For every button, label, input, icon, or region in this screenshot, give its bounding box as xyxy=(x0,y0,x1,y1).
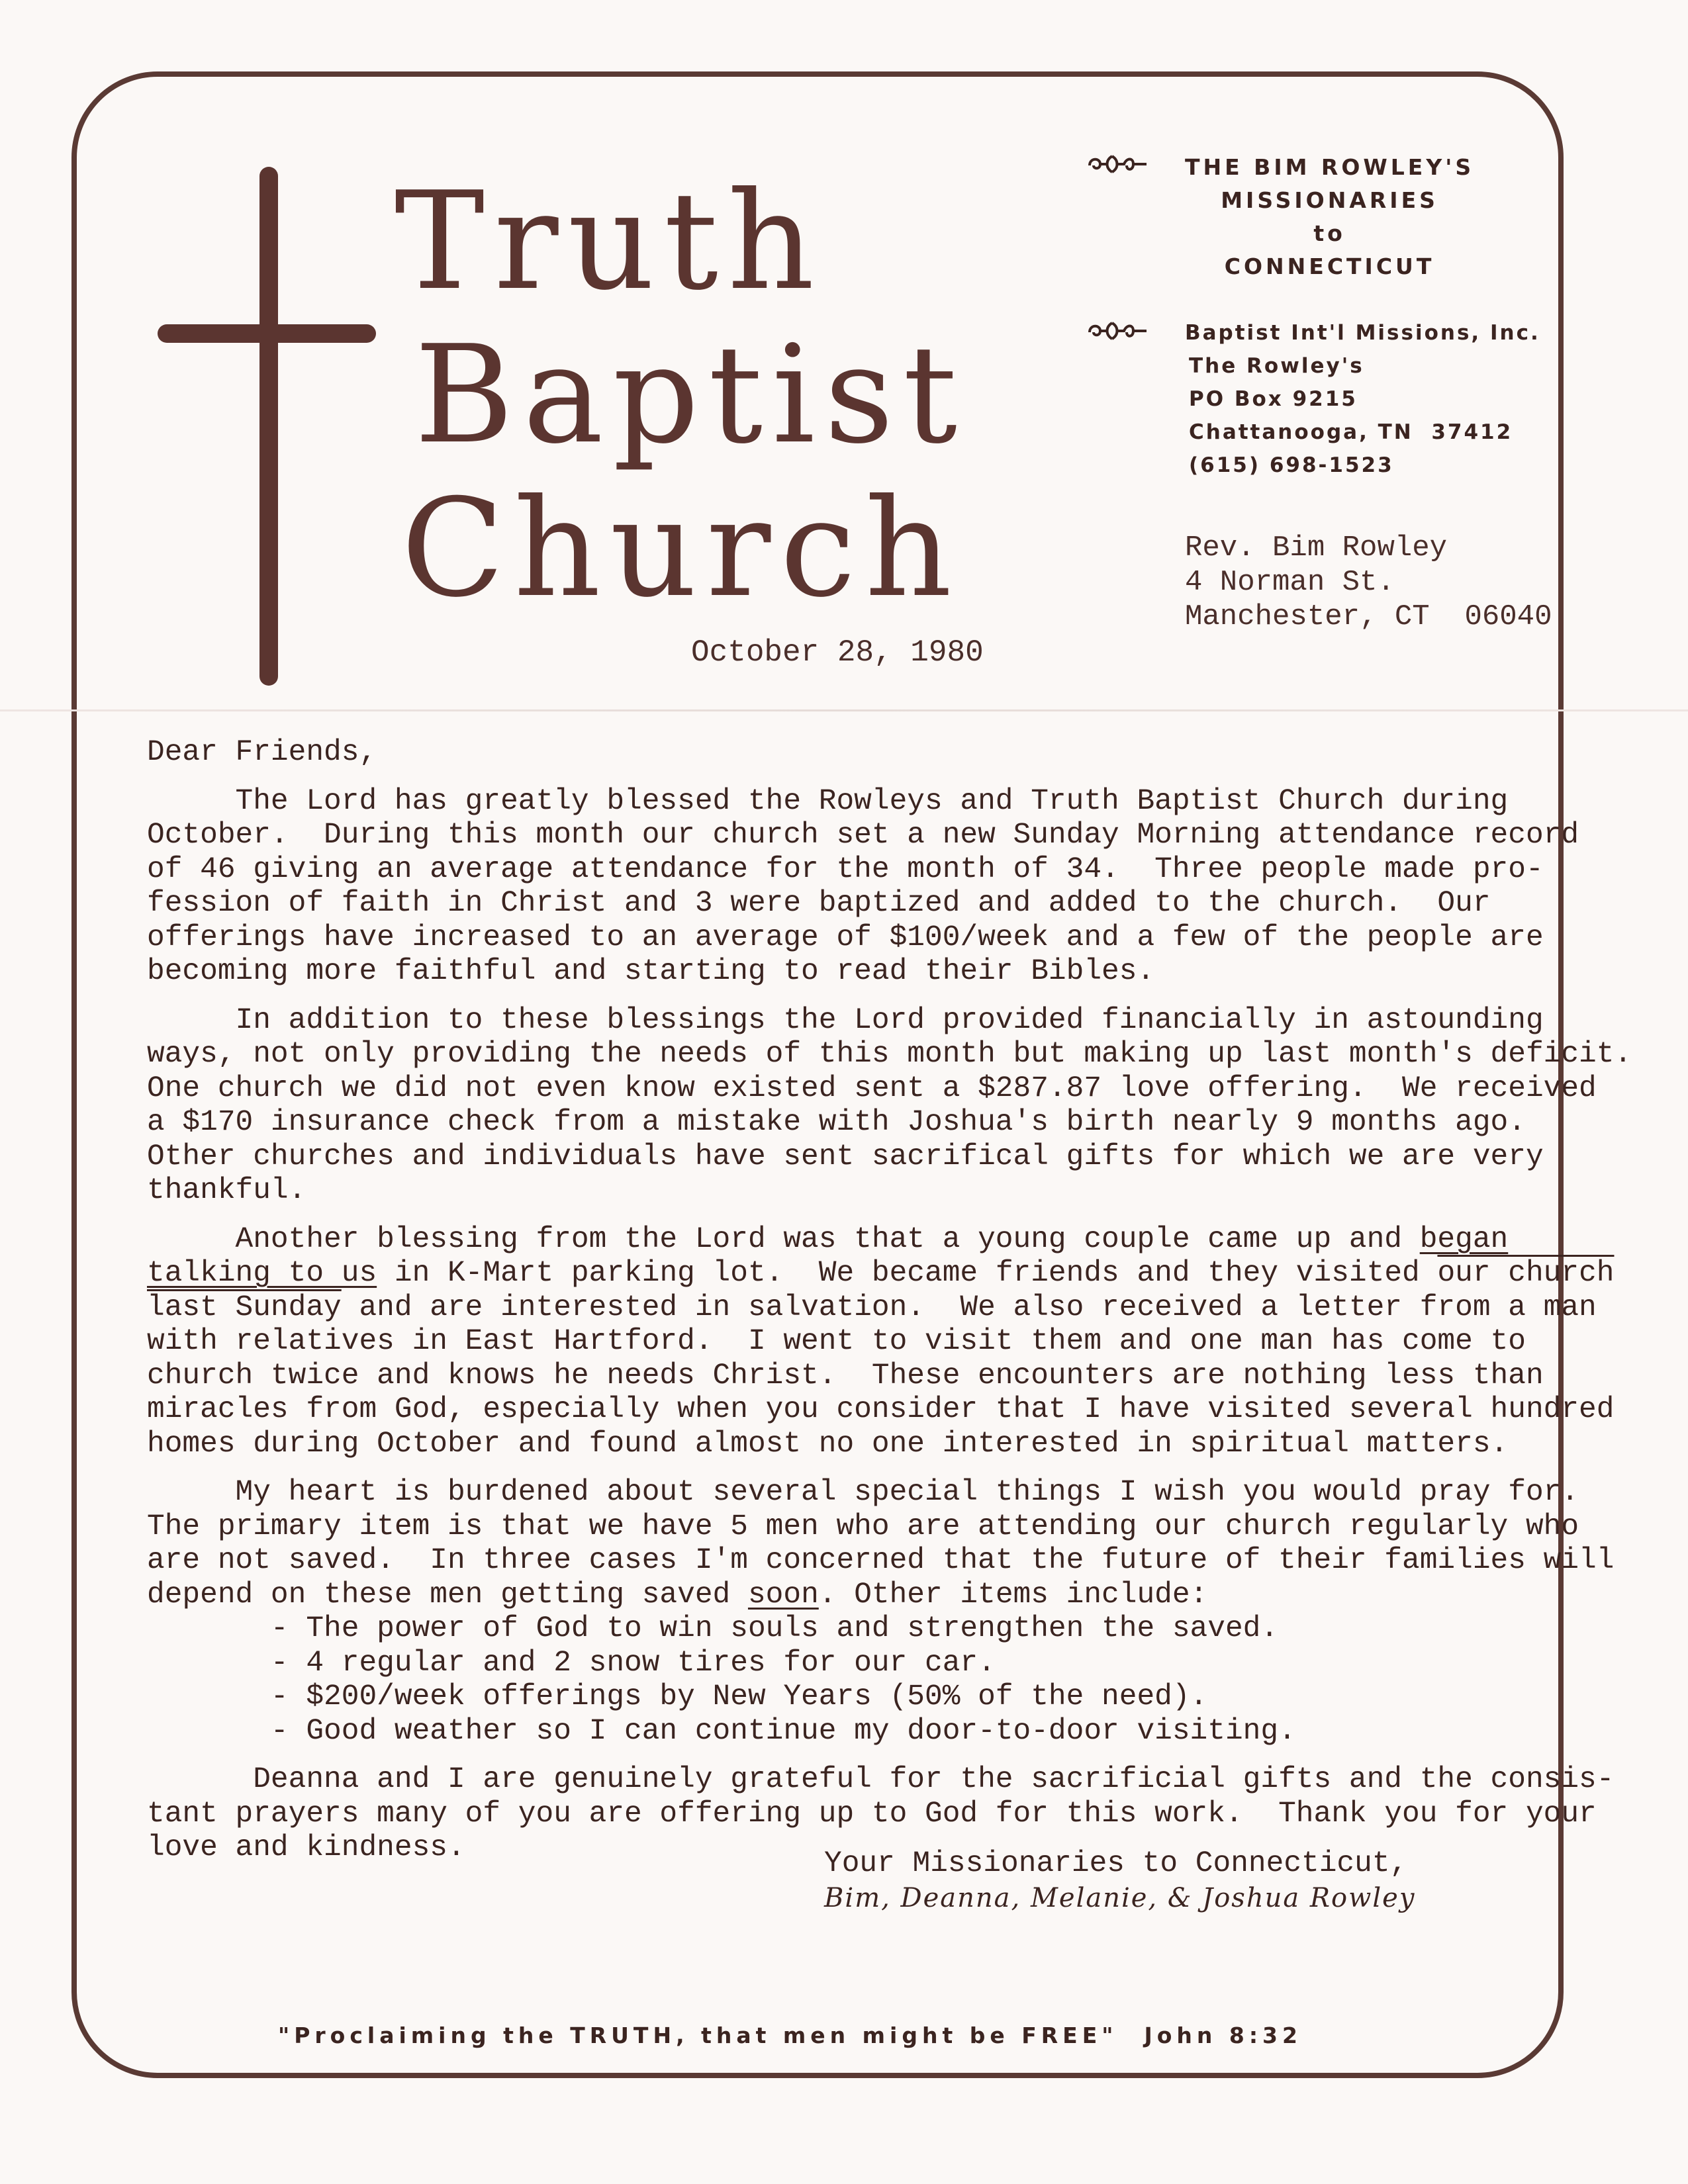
prayer-item: - 4 regular and 2 snow tires for our car. xyxy=(147,1646,996,1680)
paragraph-4 xyxy=(147,1476,1615,1749)
signoff xyxy=(824,1846,1415,1915)
mission-heading xyxy=(1185,151,1474,283)
mission-line-3: to xyxy=(1313,220,1346,246)
text-run: in K-Mart parking lot. We became friends and they visited xyxy=(377,1257,1438,1290)
org-line-3: PO Box 9215 xyxy=(1189,387,1358,411)
org-line-1: Baptist Int'l Missions, Inc. xyxy=(1185,321,1540,345)
overlined-text: our church xyxy=(1437,1257,1615,1290)
signature-names: Bim, Deanna, Melanie, & Joshua Rowley xyxy=(824,1883,1416,1913)
p5-line: tant prayers many of you are offering up to God for this work. Thank you for your xyxy=(147,1797,1597,1831)
p1-line: fession of faith in Christ and 3 were baptized and added to the church. Our xyxy=(147,887,1491,920)
p2-line: In addition to these blessings the Lord provided financially in astounding xyxy=(147,1003,1544,1037)
underlined-text: talking to us xyxy=(147,1257,377,1290)
mission-line-2: MISSIONARIES xyxy=(1221,187,1438,213)
p3-line xyxy=(147,1257,1615,1291)
prayer-item: - Good weather so I can continue my door-to-door visiting. xyxy=(147,1714,1296,1748)
salutation: Dear Friends, xyxy=(147,736,377,769)
pastor-address xyxy=(1185,531,1552,634)
p1-line: becoming more faithful and starting to read their Bibles. xyxy=(147,955,1155,988)
title-line-1: Truth xyxy=(395,163,824,320)
underlined-text: began xyxy=(1419,1222,1509,1256)
p3-line xyxy=(147,1291,1597,1326)
scripture-reference: John 8:32 xyxy=(1144,2023,1302,2048)
prayer-item: - $200/week offerings by New Years (50% of the need). xyxy=(147,1680,1208,1713)
flourish-icon xyxy=(1086,318,1152,344)
p1-line: October. During this month our church set a new Sunday Morning attendance record xyxy=(147,819,1579,852)
mission-line-1: THE BIM ROWLEY'S xyxy=(1185,154,1475,180)
paragraph-1 xyxy=(147,784,1579,989)
org-line-2: The Rowley's xyxy=(1189,354,1364,378)
p1-line: offerings have increased to an average of $100/week and a few of the people are xyxy=(147,921,1544,954)
paragraph-2 xyxy=(147,1003,1632,1208)
text-run: and are interested in salvation. We also received a letter from a man xyxy=(341,1291,1597,1324)
letter-body xyxy=(147,736,1632,1866)
closing-line: Your Missionaries to Connecticut, xyxy=(824,1847,1408,1880)
cross-icon-vertical xyxy=(259,167,278,686)
title-line-2: Baptist xyxy=(414,317,967,474)
p4-line: are not saved. In three cases I'm concerned that the future of their families will xyxy=(147,1544,1615,1577)
p1-line: of 46 giving an average attendance for the month of 34. Three people made pro- xyxy=(147,852,1544,886)
p1-line: The Lord has greatly blessed the Rowleys and Truth Baptist Church during xyxy=(147,784,1509,818)
prayer-item: - The power of God to win souls and strengthen the saved. xyxy=(147,1612,1279,1645)
p5-line: love and kindness. xyxy=(147,1831,465,1864)
p3-line: homes during October and found almost no one interested in spiritual matters. xyxy=(147,1427,1509,1461)
p4-line: The primary item is that we have 5 men who are attending our church regularly who xyxy=(147,1510,1579,1543)
p3-line: with relatives in East Hartford. I went to visit them and one man has come to xyxy=(147,1325,1526,1358)
p5-line: Deanna and I are genuinely grateful for the sacrificial gifts and the consis- xyxy=(147,1763,1615,1796)
address-line-3: Manchester, CT 06040 xyxy=(1185,600,1552,633)
address-line-2: 4 Norman St. xyxy=(1185,566,1395,599)
mission-board-address xyxy=(1185,316,1540,482)
paragraph-3 xyxy=(147,1222,1615,1462)
address-line-1: Rev. Bim Rowley xyxy=(1185,531,1448,565)
p2-line: a $170 insurance check from a mistake with Joshua's birth nearly 9 months ago. xyxy=(147,1106,1526,1139)
text-run: depend on these men getting saved xyxy=(147,1578,748,1612)
p3-line xyxy=(147,1223,1550,1257)
p2-line: Other churches and individuals have sent sacrifical gifts for which we are very xyxy=(147,1140,1544,1173)
footer-motto xyxy=(278,2023,1302,2048)
mission-line-4: CONNECTICUT xyxy=(1224,253,1435,279)
p2-line: One church we did not even know existed sent a $287.87 love offering. We received xyxy=(147,1071,1597,1105)
letter-date: October 28, 1980 xyxy=(691,635,984,670)
org-line-4: Chattanooga, TN 37412 xyxy=(1189,420,1513,444)
p2-line: ways, not only providing the needs of this month but making up last month's deficit. xyxy=(147,1038,1632,1071)
underlined-text: soon xyxy=(747,1578,819,1612)
org-phone: (615) 698-1523 xyxy=(1189,453,1394,477)
cross-icon-horizontal xyxy=(158,324,376,343)
flourish-icon xyxy=(1086,151,1152,177)
overlined-text: last Sunday xyxy=(147,1291,342,1324)
p3-line: church twice and knows he needs Christ. These encounters are nothing less than xyxy=(147,1359,1544,1392)
text-run: . Other items include: xyxy=(818,1578,1208,1612)
p2-line: thankful. xyxy=(147,1174,306,1207)
p4-line: My heart is burdened about several special things I wish you would pray for. xyxy=(147,1476,1579,1509)
paper-fold-line xyxy=(0,709,1688,711)
p3-line: miracles from God, especially when you consider that I have visited several hundred xyxy=(147,1393,1615,1426)
motto-text: "Proclaiming the TRUTH, that men might be FREE" xyxy=(278,2023,1118,2048)
text-run: Another blessing from the Lord was that a young couple came up and xyxy=(147,1222,1420,1256)
church-title xyxy=(395,165,966,626)
title-line-3: Church xyxy=(401,471,962,627)
p4-line xyxy=(147,1578,1550,1613)
